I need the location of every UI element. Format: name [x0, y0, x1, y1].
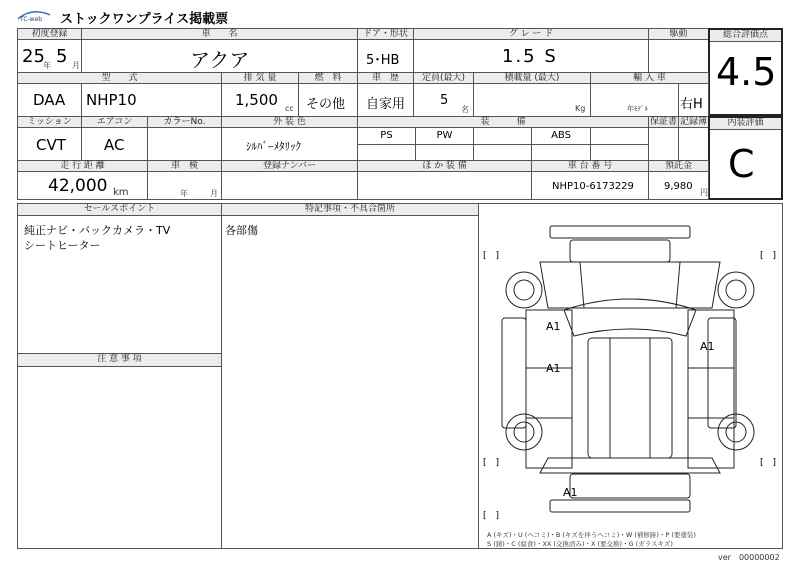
header-record: 記録簿	[679, 117, 707, 127]
header-other-equip: ほ か 装 備	[357, 160, 532, 172]
header-door: ドア・形状	[357, 28, 414, 40]
header-exterior: 外 装 色	[221, 116, 358, 128]
first-reg-year: 25	[22, 46, 45, 67]
equip-abs: ABS	[551, 130, 571, 141]
door-shape: 5･HB	[366, 53, 400, 68]
damage-mark-1: A1	[546, 320, 561, 333]
damage-mark-4: A1	[563, 486, 578, 499]
bracket-right-top: [ ]	[760, 251, 777, 261]
mission: CVT	[36, 136, 66, 154]
model: NHP10	[86, 91, 137, 109]
first-reg-year-unit: 年	[43, 61, 51, 70]
version: ver 00000002	[718, 553, 780, 562]
header-chassis: 車 台 番 号	[531, 160, 649, 172]
bracket-bottom-extra: [ ]	[483, 511, 500, 521]
header-grade: グ レ ー ド	[413, 28, 649, 40]
notes-text: 各部傷	[225, 224, 258, 237]
chassis-number: NHP10-6173229	[552, 181, 634, 192]
legend-line-2: S (錆)・C (腐食)・XX (交換済み)・X (要交換)・G (ガラスキズ)	[487, 540, 673, 548]
interior-score: C	[728, 142, 755, 186]
cell-equip-9	[531, 144, 591, 161]
fuel: その他	[306, 97, 346, 112]
header-first-reg: 初度登録	[17, 28, 82, 40]
load-unit: Kg	[575, 104, 586, 113]
cell-equip-3	[473, 127, 532, 145]
cell-other-equip	[357, 171, 532, 200]
bracket-left-top: [ ]	[483, 251, 500, 261]
cell-drive	[648, 39, 709, 73]
header-mileage: 走 行 距 離	[17, 160, 148, 172]
header-total: 総合評価点	[710, 30, 781, 42]
recycle-price-unit: 円	[700, 188, 708, 197]
mileage-unit: km	[113, 187, 129, 198]
svg-text:TC-web: TC-web	[20, 16, 43, 23]
first-reg-month: 5	[56, 46, 68, 67]
header-aircon: エアコン	[81, 116, 148, 128]
exterior-color: ｼﾙﾊﾞｰﾒﾀﾘｯｸ	[246, 140, 301, 153]
logo	[16, 8, 56, 22]
recycle-price: 9,980	[664, 181, 693, 192]
legend-line-1: A (キズ)・U (ヘコミ)・B (キズを伴うヘコミ)・W (補修跡)・P (要塗装)	[487, 531, 696, 539]
bracket-left-bottom: [ ]	[483, 458, 500, 468]
cell-equip-5	[590, 127, 649, 145]
logo-mark	[16, 9, 56, 23]
header-model: 型 式	[17, 72, 222, 84]
header-import: 輸 入 車	[590, 72, 709, 84]
mileage: 42,000	[48, 176, 108, 196]
header-car-name: 車 名	[81, 28, 358, 40]
cell-equip-7	[415, 144, 474, 161]
cell-record	[678, 127, 709, 161]
first-reg-month-unit: 月	[72, 61, 80, 70]
car-name: アクア	[190, 48, 250, 72]
damage-mark-2: A1	[700, 340, 715, 353]
page-title: ストックワンプライス掲載票	[60, 12, 229, 27]
sales-line-1: 純正ナビ・バックカメラ・TV	[24, 224, 171, 237]
header-load: 積載量 (最大)	[473, 72, 591, 84]
model-prefix: DAA	[33, 91, 66, 109]
bracket-right-bottom: [ ]	[760, 458, 777, 468]
header-color-no: カラーNo.	[147, 116, 222, 128]
damage-mark-3: A1	[546, 362, 561, 375]
cell-equip-8	[473, 144, 532, 161]
header-caution: 注 意 事 項	[17, 353, 222, 367]
displacement: 1,500	[235, 91, 278, 109]
cell-equip-10	[590, 144, 649, 161]
aircon: AC	[104, 136, 125, 154]
capacity-unit: 名	[461, 105, 469, 114]
equip-ps: PS	[380, 130, 393, 141]
header-displacement: 排 気 量	[221, 72, 299, 84]
cell-warranty	[648, 127, 679, 161]
header-fuel: 燃 料	[298, 72, 358, 84]
header-interior: 内装評価	[710, 118, 781, 130]
header-drive: 駆動	[648, 28, 709, 40]
handle: 右H	[680, 97, 703, 112]
cell-color-no	[147, 127, 222, 161]
header-mission: ミッション	[17, 116, 82, 128]
header-price: 預託金	[648, 160, 709, 172]
header-equipment: 装 備	[357, 116, 649, 128]
capacity: 5	[440, 93, 449, 108]
header-history: 車 歴	[357, 72, 414, 84]
header-plate: 登録ナンバー	[221, 160, 358, 172]
history: 自家用	[366, 97, 406, 112]
total-score: 4.5	[716, 50, 777, 94]
header-capacity: 定員(最大)	[413, 72, 474, 84]
header-inspection: 車 検	[147, 160, 222, 172]
header-warranty: 保証書	[649, 117, 677, 127]
divider-notes	[221, 203, 479, 549]
sales-line-2: シートヒーター	[24, 239, 101, 252]
model-year-label: 年ﾓﾃﾞﾙ	[627, 105, 648, 113]
equip-pw: PW	[436, 130, 453, 141]
cell-equip-6	[357, 144, 416, 161]
grade: 1.5 S	[502, 46, 558, 67]
header-notes: 特記事項・不具合箇所	[221, 203, 479, 216]
car-diagram	[480, 218, 780, 530]
inspection-year-unit: 年	[180, 189, 188, 198]
displacement-unit: cc	[285, 104, 294, 113]
cell-load	[473, 83, 591, 117]
header-sales: セールスポイント	[17, 203, 222, 216]
inspection-month-unit: 月	[210, 189, 218, 198]
cell-plate	[221, 171, 358, 200]
